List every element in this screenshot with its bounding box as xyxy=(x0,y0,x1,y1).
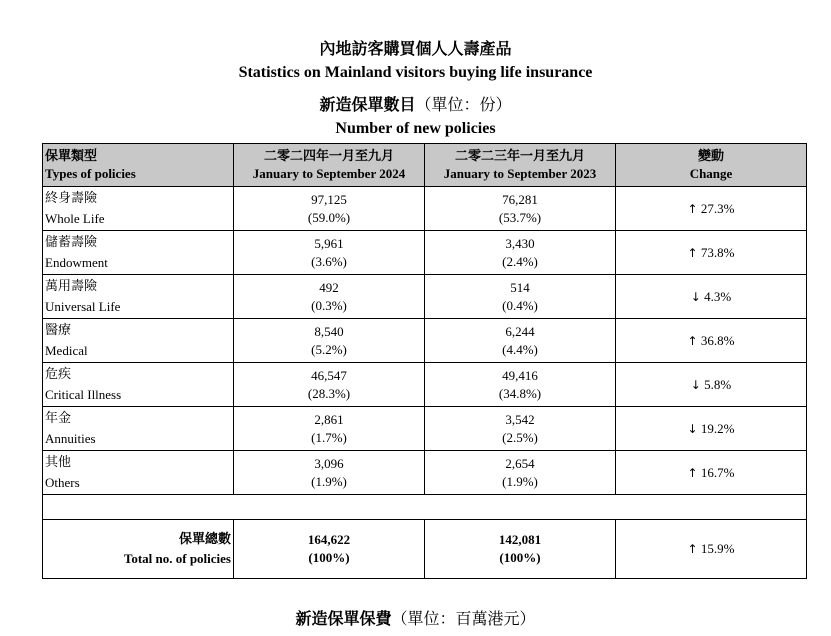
row-type-zh: 終身壽險 xyxy=(45,190,98,206)
row-2023-value: 514 xyxy=(510,279,530,295)
row-2023-value: 3,430 xyxy=(505,235,535,251)
total-2024-value: 164,622 xyxy=(307,532,351,547)
row-2024-value: 2,861 xyxy=(314,411,344,427)
total-2023 xyxy=(425,520,616,579)
row-2023-share: (2.5%) xyxy=(502,429,538,445)
total-change-value: 15.9% xyxy=(700,541,735,556)
change-arrow-icon: ↑ xyxy=(687,201,698,216)
total-type-zh: 保單總數 xyxy=(178,532,231,547)
header-change-zh: 變動 xyxy=(697,149,724,164)
row-change xyxy=(616,319,807,363)
row-type-en: Others xyxy=(45,474,80,490)
row-type xyxy=(43,275,234,319)
row-2023-value: 76,281 xyxy=(502,191,538,207)
total-type xyxy=(43,520,234,579)
row-2024-value: 5,961 xyxy=(314,235,344,251)
change-arrow-icon: ↑ xyxy=(687,465,698,480)
header-type-zh: 保單類型 xyxy=(45,149,98,164)
total-change xyxy=(616,520,807,579)
header-change xyxy=(616,144,807,187)
change-arrow-icon: ↑ xyxy=(687,542,698,556)
header-2023 xyxy=(425,144,616,187)
table-row xyxy=(43,319,807,363)
change-arrow-icon: ↓ xyxy=(687,421,698,436)
row-2024 xyxy=(234,363,425,407)
row-2024 xyxy=(234,319,425,363)
table-row xyxy=(43,231,807,275)
table-row xyxy=(43,451,807,495)
total-type-en: Total no. of policies xyxy=(123,551,231,566)
spacer-cell xyxy=(43,495,807,520)
row-change-value: 4.3% xyxy=(704,288,732,304)
next-section-title-zh-unit: （單位：百萬港元） xyxy=(391,609,536,628)
row-2023-share: (1.9%) xyxy=(502,473,538,489)
row-2024-share: (1.7%) xyxy=(311,429,347,445)
policies-table xyxy=(42,143,807,579)
row-change xyxy=(616,451,807,495)
row-type-zh: 醫療 xyxy=(45,322,72,338)
row-type-en: Medical xyxy=(45,342,88,358)
change-arrow-icon: ↓ xyxy=(690,289,701,304)
change-arrow-icon: ↓ xyxy=(690,377,701,392)
table-spacer-row xyxy=(43,495,807,520)
header-change-en: Change xyxy=(689,166,733,181)
row-2024-value: 492 xyxy=(319,279,339,295)
row-2023-share: (2.4%) xyxy=(502,253,538,269)
row-type xyxy=(43,319,234,363)
row-2023-value: 6,244 xyxy=(505,323,535,339)
row-change xyxy=(616,407,807,451)
total-2024 xyxy=(234,520,425,579)
row-2023-value: 2,654 xyxy=(505,455,535,471)
row-change-value: 36.8% xyxy=(700,332,735,348)
row-type-en: Critical Illness xyxy=(45,386,122,402)
row-change-value: 19.2% xyxy=(700,420,735,436)
row-2023 xyxy=(425,407,616,451)
header-2024 xyxy=(234,144,425,187)
section-title-zh-text: 新造保單數目 xyxy=(319,95,416,114)
table-header-row xyxy=(43,144,807,187)
row-change xyxy=(616,363,807,407)
row-2024-value: 46,547 xyxy=(311,367,347,383)
change-arrow-icon: ↑ xyxy=(687,333,698,348)
header-2023-en: January to September 2023 xyxy=(443,166,597,181)
next-section-title-zh-text: 新造保單保費 xyxy=(295,609,392,628)
table-row xyxy=(43,275,807,319)
row-type-zh: 年金 xyxy=(45,410,72,426)
header-type xyxy=(43,144,234,187)
row-2023 xyxy=(425,451,616,495)
section-title-zh-unit: （單位：份） xyxy=(415,95,512,114)
row-2024 xyxy=(234,187,425,231)
row-2024-value: 8,540 xyxy=(314,323,344,339)
row-2023-value: 3,542 xyxy=(505,411,535,427)
row-2024 xyxy=(234,407,425,451)
row-2024-share: (1.9%) xyxy=(311,473,347,489)
main-title-en: Statistics on Mainland visitors buying life insurance xyxy=(238,64,593,81)
table-row xyxy=(43,407,807,451)
row-2023-share: (0.4%) xyxy=(502,297,538,313)
header-2024-zh: 二零二四年一月至九月 xyxy=(263,149,394,164)
row-2023-share: (4.4%) xyxy=(502,341,538,357)
row-type-en: Endowment xyxy=(45,254,108,270)
row-2024-share: (59.0%) xyxy=(307,209,351,225)
table-total-row xyxy=(43,520,807,579)
row-type-zh: 危疾 xyxy=(45,366,72,382)
row-change-value: 5.8% xyxy=(704,376,732,392)
row-2023-share: (34.8%) xyxy=(498,385,542,401)
row-2023-value: 49,416 xyxy=(502,367,538,383)
table-row xyxy=(43,187,807,231)
row-change-value: 73.8% xyxy=(700,244,735,260)
section-title-en: Number of new policies xyxy=(335,120,496,137)
row-2024-share: (0.3%) xyxy=(311,297,347,313)
row-type-en: Whole Life xyxy=(45,210,105,226)
row-2023 xyxy=(425,319,616,363)
row-2023 xyxy=(425,187,616,231)
next-section-title-zh xyxy=(0,606,831,629)
header-type-en: Types of policies xyxy=(45,166,136,181)
row-type xyxy=(43,187,234,231)
row-change-value: 16.7% xyxy=(700,464,735,480)
row-type xyxy=(43,231,234,275)
row-2023 xyxy=(425,363,616,407)
row-2023 xyxy=(425,275,616,319)
total-2023-share: (100%) xyxy=(499,550,541,565)
header-2023-zh: 二零二三年一月至九月 xyxy=(454,149,585,164)
header-2024-en: January to September 2024 xyxy=(252,166,406,181)
row-2024-share: (5.2%) xyxy=(311,341,347,357)
change-arrow-icon: ↑ xyxy=(687,245,698,260)
main-title-zh: 內地訪客購買個人人壽產品 xyxy=(319,39,512,58)
row-change xyxy=(616,275,807,319)
row-type-en: Annuities xyxy=(45,430,96,446)
row-2024 xyxy=(234,275,425,319)
row-2024 xyxy=(234,231,425,275)
row-type xyxy=(43,451,234,495)
row-2023 xyxy=(425,231,616,275)
row-type-zh: 其他 xyxy=(45,454,72,470)
total-2024-share: (100%) xyxy=(308,550,350,565)
row-type-en: Universal Life xyxy=(45,298,121,314)
row-2023-share: (53.7%) xyxy=(498,209,542,225)
row-type xyxy=(43,363,234,407)
row-2024-share: (28.3%) xyxy=(307,385,351,401)
row-type xyxy=(43,407,234,451)
row-type-zh: 萬用壽險 xyxy=(45,278,98,294)
row-2024-share: (3.6%) xyxy=(311,253,347,269)
section-title-zh xyxy=(0,92,831,115)
total-2023-value: 142,081 xyxy=(498,532,542,547)
table-row xyxy=(43,363,807,407)
row-2024-value: 97,125 xyxy=(311,191,347,207)
row-change xyxy=(616,231,807,275)
row-2024 xyxy=(234,451,425,495)
row-2024-value: 3,096 xyxy=(314,455,344,471)
row-change xyxy=(616,187,807,231)
row-type-zh: 儲蓄壽險 xyxy=(45,234,98,250)
row-change-value: 27.3% xyxy=(700,200,735,216)
